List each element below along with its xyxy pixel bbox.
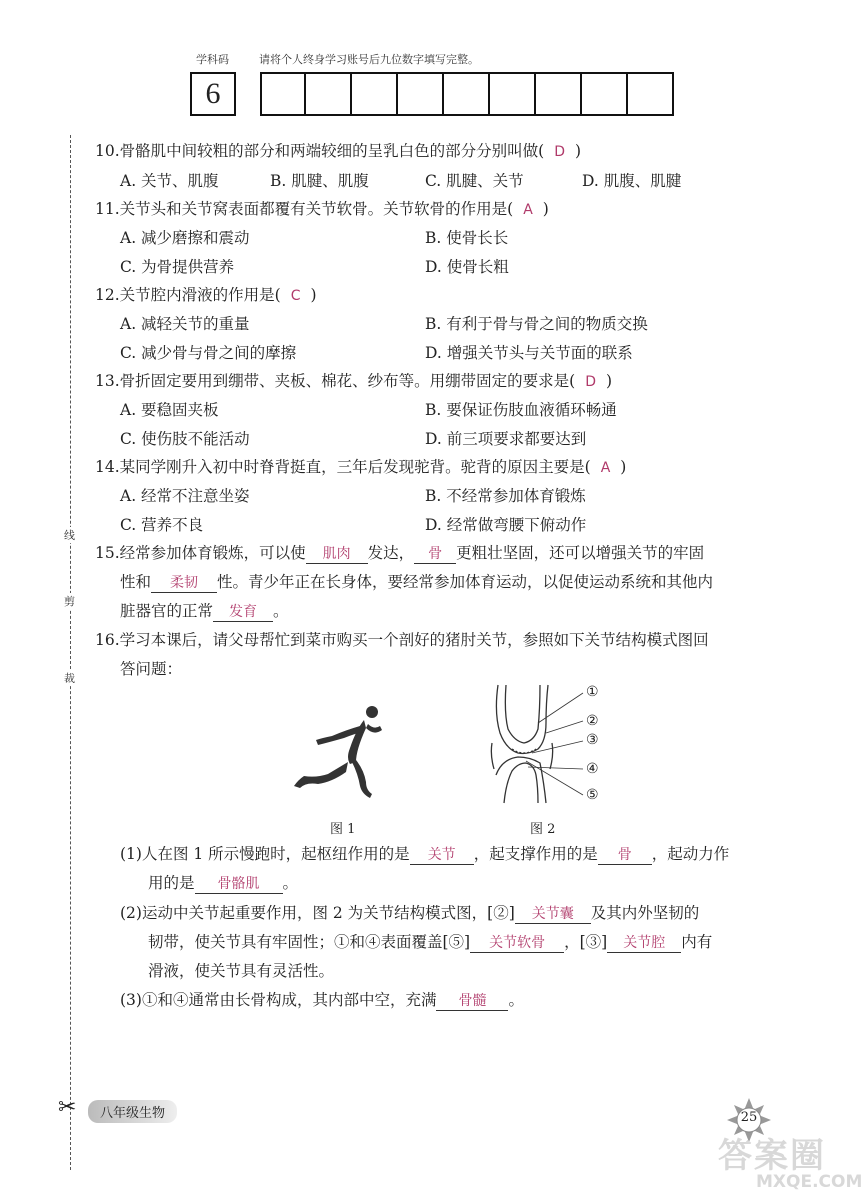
q14-option-b: B. 不经常参加体育锻炼 bbox=[425, 487, 586, 505]
q16-stem-line-1: 16.学习本课后，请父母帮忙到菜市购买一个剖好的猪肘关节，参照如下关节结构模式图回 bbox=[95, 631, 709, 649]
q11-option-b: B. 使骨长长 bbox=[425, 229, 509, 247]
q15-blank-2: 骨 bbox=[414, 545, 456, 564]
digit-cell[interactable] bbox=[444, 72, 490, 116]
q16-stem-line-2: 答问题： bbox=[120, 660, 183, 678]
q16-sub1-line-2: 用的是 骨骼肌 。 bbox=[148, 874, 299, 892]
q15-line-3: 脏器官的正常 发育 。 bbox=[120, 602, 289, 620]
label-5: ⑤ bbox=[586, 787, 599, 803]
q16-sub1-blank-1: 关节 bbox=[410, 846, 474, 865]
q13-answer: D bbox=[585, 374, 596, 390]
watermark-url: MXQE.COM bbox=[756, 1172, 863, 1192]
q11-option-d: D. 使骨长粗 bbox=[425, 258, 509, 276]
q16-sub2-line-1: (2)运动中关节起重要作用，图 2 为关节结构模式图，[②] 关节囊 及其内外坚韧的 bbox=[120, 904, 700, 922]
q10-answer: D bbox=[554, 144, 565, 160]
q13-option-b: B. 要保证伤肢血液循环畅通 bbox=[425, 401, 617, 419]
q16-sub3-line: (3)①和④通常由长骨构成，其内部中空，充满 骨髓 。 bbox=[120, 991, 524, 1009]
subject-code-box: 6 bbox=[190, 72, 236, 116]
digit-cell[interactable] bbox=[352, 72, 398, 116]
q12-option-a: A. 减轻关节的重量 bbox=[120, 315, 250, 333]
q14-stem: 14.某同学刚升入初中时脊背挺直，三年后发现驼背。驼背的原因主要是( A ) bbox=[95, 458, 627, 476]
label-2: ② bbox=[586, 713, 599, 729]
page-number: 25 bbox=[740, 1110, 758, 1125]
digit-cell[interactable] bbox=[536, 72, 582, 116]
q14-option-d: D. 经常做弯腰下俯动作 bbox=[425, 516, 587, 534]
digit-cell[interactable] bbox=[582, 72, 628, 116]
q11-answer: A bbox=[523, 202, 533, 218]
side-char-cut: 剪 bbox=[64, 595, 75, 608]
digit-cell[interactable] bbox=[398, 72, 444, 116]
q14-answer: A bbox=[600, 460, 611, 476]
q13-stem: 13.骨折固定要用到绷带、夹板、棉花、纱布等。用绷带固定的要求是( D ) bbox=[95, 372, 613, 390]
q12-stem: 12.关节腔内滑液的作用是( C ) bbox=[95, 286, 317, 304]
q16-sub2-line-2: 韧带，使关节具有牢固性；①和④表面覆盖[⑤] 关节软骨 ，[③] 关节腔 内有 bbox=[148, 933, 713, 951]
q15-blank-4: 发育 bbox=[213, 603, 273, 622]
q16-sub2-line-3: 滑液，使关节具有灵活性。 bbox=[148, 962, 335, 980]
q14-option-a: A. 经常不注意坐姿 bbox=[120, 487, 250, 505]
q16-sub1-line-1: (1)人在图 1 所示慢跑时，起枢纽作用的是 关节 ，起支撑作用的是 骨 ，起动力作 bbox=[120, 845, 730, 863]
q12-option-c: C. 减少骨与骨之间的摩擦 bbox=[120, 344, 297, 362]
subject-code-label: 学科码 bbox=[196, 53, 229, 66]
q10-option-c: C. 肌腱、关节 bbox=[425, 172, 524, 190]
q10-option-d: D. 肌腹、肌腱 bbox=[582, 172, 682, 190]
side-char-trim: 裁 bbox=[64, 672, 75, 685]
q16-sub2-blank-1: 关节囊 bbox=[515, 905, 591, 924]
q11-stem: 11.关节头和关节窝表面都覆有关节软骨。关节软骨的作用是( A ) bbox=[95, 200, 549, 218]
account-instruction: 请将个人终身学习账号后九位数字填写完整。 bbox=[259, 53, 479, 66]
q16-sub1-blank-3: 骨骼肌 bbox=[195, 875, 283, 894]
q12-option-b: B. 有利于骨与骨之间的物质交换 bbox=[425, 315, 648, 333]
book-title-badge: 八年级生物 bbox=[88, 1100, 177, 1123]
q15-blank-3: 柔韧 bbox=[151, 574, 217, 593]
digit-cell[interactable] bbox=[306, 72, 352, 116]
label-3: ③ bbox=[586, 732, 599, 748]
q11-option-c: C. 为骨提供营养 bbox=[120, 258, 235, 276]
q12-answer: C bbox=[290, 288, 301, 304]
q15-blank-1: 肌肉 bbox=[306, 545, 368, 564]
q12-option-d: D. 增强关节头与关节面的联系 bbox=[425, 344, 633, 362]
q13-option-c: C. 使伤肢不能活动 bbox=[120, 430, 250, 448]
q13-option-a: A. 要稳固夹板 bbox=[120, 401, 219, 419]
side-char-line: 线 bbox=[64, 529, 75, 542]
figure-2-caption: 图 2 bbox=[530, 822, 556, 837]
watermark-logo: 答案圈 bbox=[718, 1136, 826, 1176]
digit-cell[interactable] bbox=[628, 72, 674, 116]
q10-option-b: B. 肌腱、肌腹 bbox=[270, 172, 369, 190]
q10-option-a: A. 关节、肌腹 bbox=[120, 172, 219, 190]
digit-cell[interactable] bbox=[260, 72, 306, 116]
q13-option-d: D. 前三项要求都要达到 bbox=[425, 430, 587, 448]
q16-sub3-blank-1: 骨髓 bbox=[436, 992, 508, 1011]
q16-sub2-blank-2: 关节软骨 bbox=[470, 934, 564, 953]
scissors-icon: ✂ bbox=[58, 1095, 77, 1120]
q16-sub1-blank-2: 骨 bbox=[598, 846, 652, 865]
cut-line bbox=[70, 135, 71, 1170]
q15-line-1: 15.经常参加体育锻炼，可以使 肌肉 发达， 骨 更粗壮坚固，还可以增强关节的牢固 bbox=[95, 544, 705, 562]
account-digit-cells[interactable] bbox=[260, 72, 674, 116]
digit-cell[interactable] bbox=[490, 72, 536, 116]
q14-option-c: C. 营养不良 bbox=[120, 516, 204, 534]
label-1: ① bbox=[586, 684, 599, 700]
q15-line-2: 性和 柔韧 性。青少年正在长身体，要经常参加体育运动，以促使运动系统和其他内 bbox=[120, 573, 714, 591]
figure-1-runner bbox=[288, 700, 388, 810]
figure-1-caption: 图 1 bbox=[330, 822, 356, 837]
q16-sub2-blank-3: 关节腔 bbox=[607, 934, 681, 953]
q10-stem: 10.骨骼肌中间较粗的部分和两端较细的呈乳白色的部分分别叫做( D ) bbox=[95, 142, 582, 160]
q11-option-a: A. 减少磨擦和震动 bbox=[120, 229, 250, 247]
label-4: ④ bbox=[586, 761, 599, 777]
